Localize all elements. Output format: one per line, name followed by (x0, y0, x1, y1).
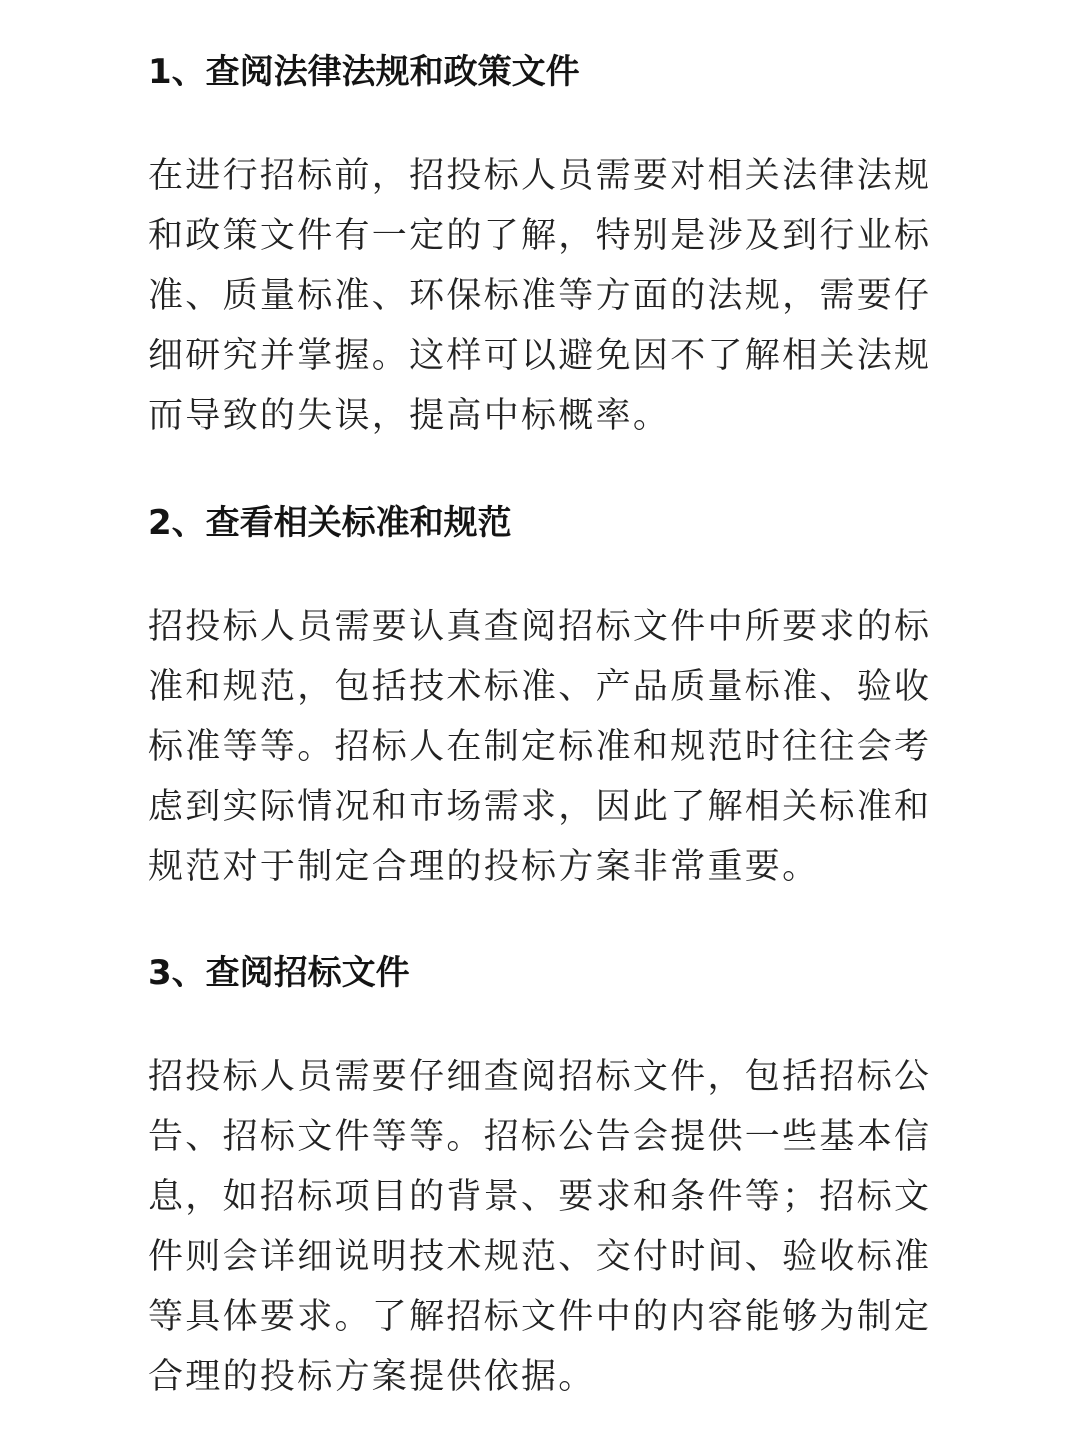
paragraph-line: 虑到实际情况和市场需求，因此了解相关标准和 (148, 787, 932, 827)
section-1-heading: 1、查阅法律法规和政策文件 (148, 52, 580, 92)
paragraph-line: 等具体要求。了解招标文件中的内容能够为制定 (148, 1297, 932, 1337)
section-2-heading: 2、查看相关标准和规范 (148, 503, 512, 543)
section-3-heading: 3、查阅招标文件 (148, 953, 410, 993)
paragraph-line: 招投标人员需要认真查阅招标文件中所要求的标 (148, 607, 932, 647)
section-2-paragraph (148, 597, 948, 897)
paragraph-line: 准和规范，包括技术标准、产品质量标准、验收 (148, 667, 932, 707)
paragraph-line: 息，如招标项目的背景、要求和条件等；招标文 (148, 1177, 932, 1217)
paragraph-line: 和政策文件有一定的了解，特别是涉及到行业标 (148, 216, 932, 256)
paragraph-line: 告、招标文件等等。招标公告会提供一些基本信 (148, 1117, 932, 1157)
paragraph-line: 在进行招标前，招投标人员需要对相关法律法规 (148, 156, 932, 196)
paragraph-line: 合理的投标方案提供依据。 (148, 1357, 596, 1397)
paragraph-line: 招投标人员需要仔细查阅招标文件，包括招标公 (148, 1057, 932, 1097)
section-1-paragraph (148, 146, 948, 446)
paragraph-line: 准、质量标准、环保标准等方面的法规，需要仔 (148, 276, 932, 316)
paragraph-line: 件则会详细说明技术规范、交付时间、验收标准 (148, 1237, 932, 1277)
section-3-paragraph (148, 1047, 948, 1407)
paragraph-line: 而导致的失误，提高中标概率。 (148, 396, 671, 436)
paragraph-line: 标准等等。招标人在制定标准和规范时往往会考 (148, 727, 932, 767)
paragraph-line: 规范对于制定合理的投标方案非常重要。 (148, 847, 820, 887)
paragraph-line: 细研究并掌握。这样可以避免因不了解相关法规 (148, 336, 932, 376)
